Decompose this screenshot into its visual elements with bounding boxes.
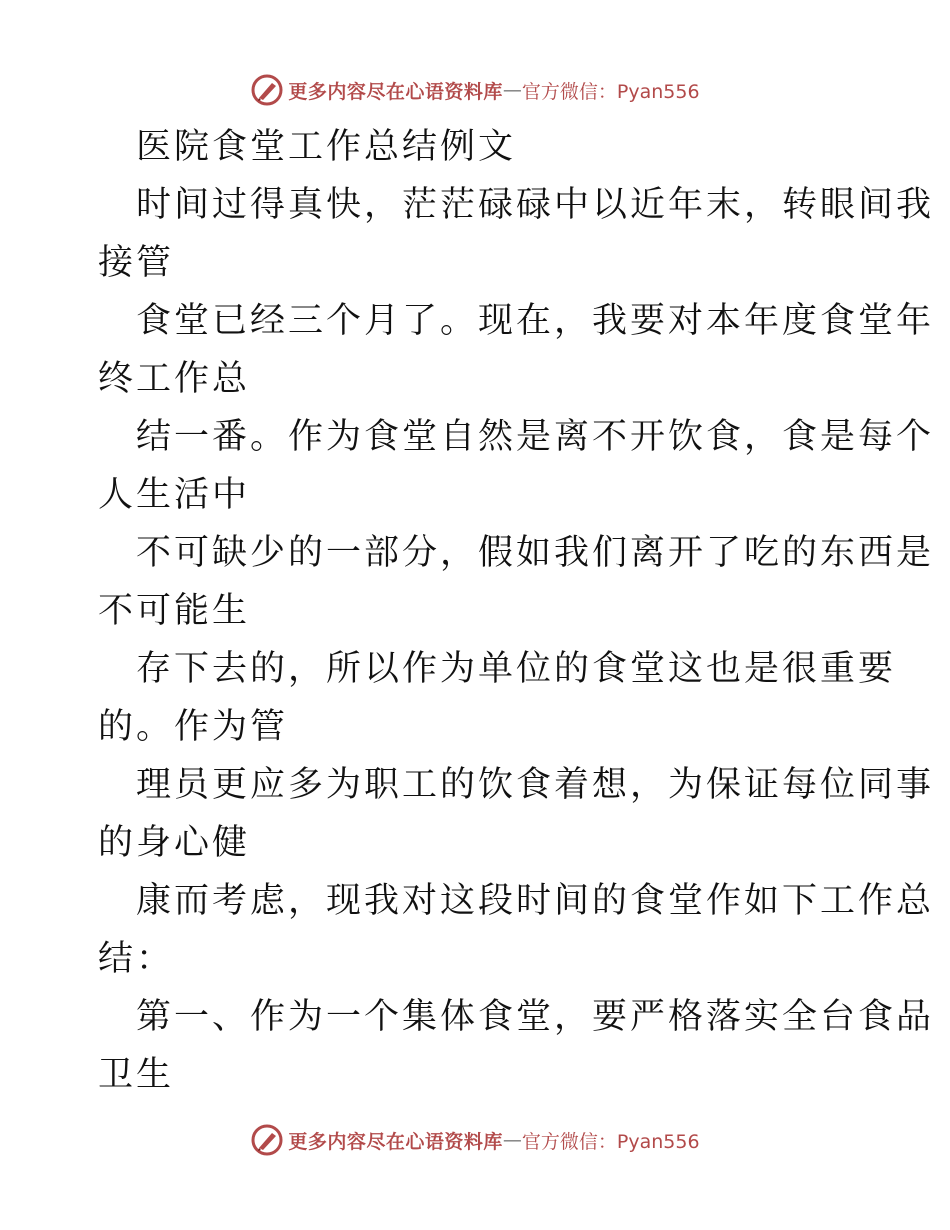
text-line: 卫生 — [98, 1055, 175, 1095]
text-line: 终工作总 — [98, 359, 251, 399]
header-watermark — [0, 70, 950, 110]
document-title: 医院食堂工作总结例文 — [136, 127, 517, 167]
text-line: 的。作为管 — [98, 707, 289, 747]
footer-watermark — [0, 1120, 950, 1160]
text-line: 人生活中 — [98, 475, 251, 515]
document-lines — [98, 176, 935, 1104]
text-line: 不可能生 — [98, 591, 251, 631]
text-line: 第一、作为一个集体食堂，要严格落实全台食品 — [136, 997, 935, 1037]
text-line: 结： — [98, 939, 175, 979]
text-line: 的身心健 — [98, 823, 251, 863]
text-line: 不可缺少的一部分，假如我们离开了吃的东西是 — [136, 533, 935, 573]
text-line: 接管 — [98, 243, 175, 283]
text-line: 理员更应多为职工的饮食着想，为保证每位同事 — [136, 765, 935, 805]
text-line: 存下去的，所以作为单位的食堂这也是很重要 — [136, 649, 897, 689]
text-line: 食堂已经三个月了。现在，我要对本年度食堂年 — [136, 301, 935, 341]
document-body — [98, 118, 935, 1104]
pen-logo-icon — [250, 73, 284, 107]
text-line: 康而考虑，现我对这段时间的食堂作如下工作总 — [136, 881, 935, 921]
watermark-site-text: 更多内容尽在心语资料库 — [288, 80, 503, 103]
pen-logo-icon — [250, 1123, 284, 1157]
text-line: 结一番。作为食堂自然是离不开饮食，食是每个 — [136, 417, 935, 457]
watermark-wechat-text: 官方微信：Pyan556 — [521, 1130, 700, 1153]
watermark-separator: — — [502, 1129, 522, 1151]
watermark-wechat-text: 官方微信：Pyan556 — [521, 80, 700, 103]
watermark-site-text: 更多内容尽在心语资料库 — [288, 1130, 503, 1153]
text-line: 时间过得真快，茫茫碌碌中以近年末，转眼间我 — [136, 185, 935, 225]
watermark-separator: — — [502, 79, 522, 101]
